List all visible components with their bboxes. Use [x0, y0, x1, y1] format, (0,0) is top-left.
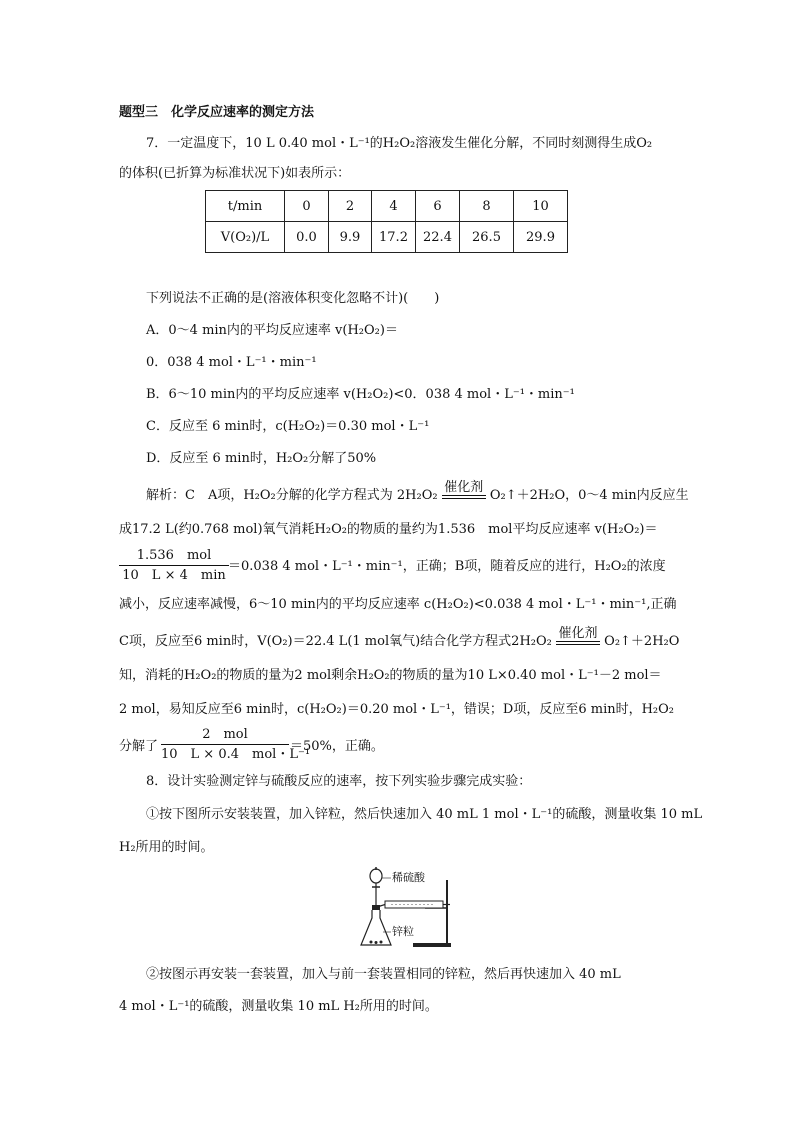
solution-line4: 减小，反应速率减慢，6～10 min内的平均反应速率 c(H₂O₂)<0.038 4 mol・L⁻¹・min⁻¹,正确 — [119, 597, 677, 612]
table-cell: 26.5 — [460, 222, 514, 253]
solution-line2: 成17.2 L(约0.768 mol)氧气消耗H₂O₂的物质的量约为1.536 mol平均反应速率 v(H₂O₂)＝ — [119, 522, 658, 537]
solution-line6: 知，消耗的H₂O₂的物质的量为2 mol剩余H₂O₂的物质的量为10 L×0.40 mol・L⁻¹－2 mol＝ — [119, 668, 662, 683]
fraction-numerator: 2 mol — [202, 727, 248, 742]
syringe — [385, 901, 443, 908]
q8-step2-line2: 4 mol・L⁻¹的硫酸，测量收集 10 mL H₂所用的时间。 — [119, 999, 438, 1014]
table-header-cell: t/min — [206, 191, 285, 222]
fraction-percent — [161, 726, 311, 763]
data-table — [205, 190, 568, 253]
catalyst-arrow — [442, 481, 486, 499]
solution-line1-start: 解析：C A项，H₂O₂分解的化学方程式为 2H₂O₂ — [146, 488, 438, 503]
q7-stem-line1: 7．一定温度下，10 L 0.40 mol・L⁻¹的H₂O₂溶液发生催化分解，不同时刻测得生成O₂ — [146, 136, 653, 151]
q8-step2-line1: ②按图示再安装一套装置，加入与前一套装置相同的锌粒，然后再快速加入 40 mL — [146, 967, 621, 982]
q8-step1-line1: ①按下图所示安装装置，加入锌粒，然后快速加入 40 mL 1 mol・L⁻¹的硫酸，测量收集 10 mL — [146, 807, 703, 822]
option-c: C．反应至 6 min时，c(H₂O₂)＝0.30 mol・L⁻¹ — [146, 419, 430, 434]
table-header-cell: 4 — [372, 191, 416, 222]
table-cell: 22.4 — [416, 222, 460, 253]
solution-line8-start: 分解了 — [119, 739, 159, 754]
q7-stem-line2: 的体积(已折算为标准状况下)如表所示： — [119, 166, 351, 181]
zinc-granule — [375, 941, 378, 944]
option-b: B．6～10 min内的平均反应速率 v(H₂O₂)<0．038 4 mol・L⁻¹・min⁻¹ — [146, 387, 575, 402]
zinc-granule — [380, 941, 383, 944]
label-zinc: 锌粒 — [392, 925, 414, 938]
solution-line5-end: O₂↑＋2H₂O — [604, 634, 680, 649]
fraction-denominator: 10 L × 4 min — [122, 568, 226, 583]
stopper — [372, 905, 380, 910]
stand-base — [413, 943, 451, 947]
q7-question: 下列说法不正确的是(溶液体积变化忽略不计)( ) — [146, 291, 440, 306]
solution-line8-end: ＝50%，正确。 — [290, 739, 384, 754]
table-row-label: V(O₂)/L — [206, 222, 285, 253]
fraction-numerator: 1.536 mol — [136, 548, 212, 563]
q8-step1-line2: H₂所用的时间。 — [119, 840, 214, 855]
table-row — [206, 222, 568, 253]
q8-stem: 8．设计实验测定锌与硫酸反应的速率，按下列实验步骤完成实验： — [146, 774, 532, 789]
table-header-row — [206, 191, 568, 222]
table-cell: 17.2 — [372, 222, 416, 253]
label-dilute-sulfuric-acid: 稀硫酸 — [392, 871, 425, 884]
catalyst-label: 催化剂 — [444, 480, 484, 495]
solution-line5 — [119, 626, 680, 653]
catalyst-arrow — [556, 627, 600, 645]
zinc-granule — [370, 941, 373, 944]
table-cell: 0.0 — [285, 222, 329, 253]
fraction-denominator: 10 L × 0.4 mol・L⁻¹ — [161, 747, 311, 762]
table-header-cell: 0 — [285, 191, 329, 222]
solution-line5-start: C项，反应至6 min时，V(O₂)＝22.4 L(1 mol氧气)结合化学方程式2H₂O₂ — [119, 634, 552, 649]
conical-flask — [361, 910, 391, 945]
solution-line7: 2 mol，易知反应至6 min时，c(H₂O₂)＝0.20 mol・L⁻¹，错误；D项，反应至6 min时，H₂O₂ — [119, 702, 675, 717]
solution-line1 — [146, 480, 689, 507]
option-a-continued: 0．038 4 mol・L⁻¹・min⁻¹ — [146, 355, 317, 370]
fraction-rate — [119, 547, 229, 584]
catalyst-label: 催化剂 — [558, 626, 598, 641]
table-header-cell: 6 — [416, 191, 460, 222]
solution-line1-end: O₂↑＋2H₂O，0～4 min内反应生 — [489, 488, 689, 503]
option-a: A．0～4 min内的平均反应速率 v(H₂O₂)＝ — [146, 323, 398, 338]
section-title: 题型三 化学反应速率的测定方法 — [119, 105, 315, 120]
solution-line3: ＝0.038 4 mol・L⁻¹・min⁻¹，正确；B项，随着反应的进行，H₂O₂的浓度 — [228, 559, 666, 574]
table-cell: 29.9 — [514, 222, 568, 253]
table-header-cell: 10 — [514, 191, 568, 222]
option-d: D．反应至 6 min时，H₂O₂分解了50% — [146, 451, 377, 466]
table-header-cell: 2 — [329, 191, 372, 222]
table-header-cell: 8 — [460, 191, 514, 222]
separatory-funnel — [370, 869, 382, 883]
table-cell: 9.9 — [329, 222, 372, 253]
